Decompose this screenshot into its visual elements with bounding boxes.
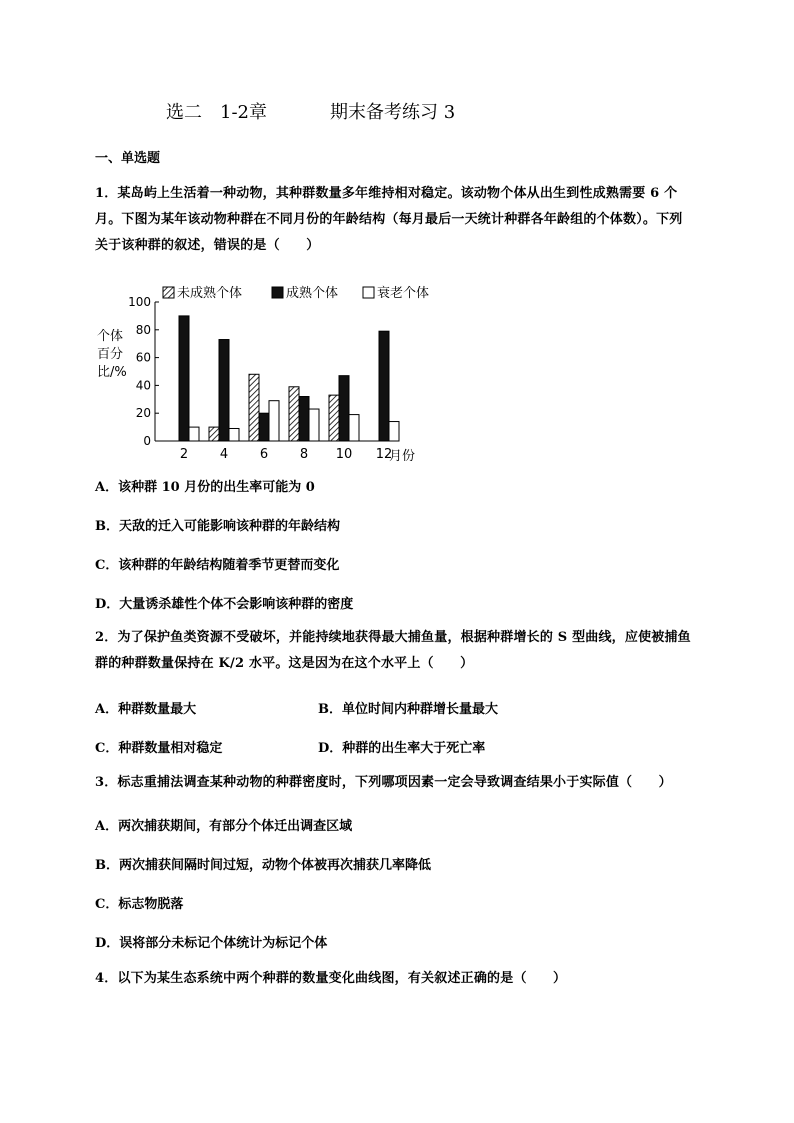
question-1-line-2: 月。下图为某年该动物种群在不同月份的年龄结构（每月最后一天统计种群各年龄组的个体数）。下列	[95, 212, 683, 227]
x-tick-label-4: 4	[219, 447, 229, 462]
question-1-line-3: 关于该种群的叙述，错误的是（ ）	[95, 238, 320, 253]
y-axis-label-line-0: 个体	[97, 329, 124, 344]
legend-label-0: 未成熟个体	[177, 286, 243, 301]
bar-6-2	[269, 401, 279, 441]
x-axis	[155, 441, 415, 464]
question-3-line-1: 3．标志重捕法调查某种动物的种群密度时，下列哪项因素一定会导致调查结果小于实际值（ ）	[95, 775, 672, 790]
question-2-text	[95, 625, 691, 677]
legend-swatch-2	[363, 287, 374, 298]
bar-2-2	[189, 427, 199, 441]
x-axis-label: 月份	[389, 449, 416, 464]
y-tick-label-4: 80	[135, 322, 151, 337]
legend-label-1: 成熟个体	[286, 286, 339, 301]
y-axis	[128, 295, 159, 448]
y-tick-label-2: 40	[135, 378, 151, 393]
age-structure-bar-chart	[95, 280, 435, 470]
question-2-line-1: 2．为了保护鱼类资源不受破坏，并能持续地获得最大捕鱼量，根据种群增长的 S 型曲线，应使被捕鱼	[95, 630, 691, 645]
page-title-exam: 期末备考练习 3	[330, 102, 456, 123]
q1-option-b: B．天敌的迁入可能影响该种群的年龄结构	[95, 519, 340, 534]
section-title: 一、单选题	[95, 151, 161, 166]
chart-legend	[163, 285, 429, 301]
page-title-course: 选二 1-2章	[166, 102, 267, 123]
bar-10-2	[349, 415, 359, 441]
q1-option-d: D．大量诱杀雄性个体不会影响该种群的密度	[95, 597, 354, 612]
legend-swatch-1	[272, 287, 283, 298]
y-axis-label-line-2: 比/%	[97, 365, 127, 380]
x-tick-label-10: 10	[335, 447, 353, 462]
legend-swatch-0	[163, 287, 174, 298]
x-tick-label-2: 2	[179, 447, 189, 462]
y-tick-label-1: 20	[135, 406, 151, 421]
question-1-line-1: 1．某岛屿上生活着一种动物，其种群数量多年维持相对稳定。该动物个体从出生到性成熟需要 6 个	[95, 186, 678, 201]
bars	[179, 316, 399, 441]
bar-8-0	[289, 387, 299, 441]
x-tick-label-6: 6	[259, 447, 269, 462]
question-4-line-1: 4．以下为某生态系统中两个种群的数量变化曲线图，有关叙述正确的是（ ）	[95, 971, 567, 986]
q3-option-a: A．两次捕获期间，有部分个体迁出调查区域	[95, 819, 353, 834]
y-axis-label-line-1: 百分	[97, 347, 124, 362]
legend-label-2: 衰老个体	[377, 286, 430, 301]
bar-4-0	[209, 427, 219, 441]
bar-6-0	[249, 374, 259, 441]
y-tick-label-5: 100	[128, 295, 151, 309]
bar-2-1	[179, 316, 189, 441]
q2-option-d: D．种群的出生率大于死亡率	[318, 741, 486, 756]
bar-12-2	[389, 422, 399, 441]
bar-4-1	[219, 340, 229, 441]
q3-option-c: C．标志物脱落	[95, 897, 184, 912]
bar-8-1	[299, 397, 309, 441]
question-1-text	[95, 181, 683, 259]
bar-8-2	[309, 409, 319, 441]
bar-12-1	[379, 331, 389, 441]
q3-option-b: B．两次捕获间隔时间过短，动物个体被再次捕获几率降低	[95, 858, 431, 873]
y-tick-label-0: 0	[143, 434, 151, 448]
q2-option-b: B．单位时间内种群增长量最大	[318, 702, 498, 717]
q1-option-a: A．该种群 10 月份的出生率可能为 0	[95, 480, 315, 495]
q1-option-c: C．该种群的年龄结构随着季节更替而变化	[95, 558, 340, 573]
question-4-text	[95, 966, 566, 992]
bar-10-0	[329, 395, 339, 441]
q2-option-a: A．种群数量最大	[95, 702, 197, 717]
x-tick-label-12: 12	[375, 447, 393, 462]
bar-6-1	[259, 413, 269, 441]
x-tick-label-8: 8	[299, 447, 309, 462]
q3-option-d: D．误将部分未标记个体统计为标记个体	[95, 936, 328, 951]
y-axis-label	[97, 328, 127, 380]
bar-10-1	[339, 376, 349, 441]
bar-4-2	[229, 428, 239, 441]
y-tick-label-3: 60	[135, 350, 151, 365]
q2-option-c: C．种群数量相对稳定	[95, 741, 223, 756]
question-2-line-2: 群的种群数量保持在 K/2 水平。这是因为在这个水平上（ ）	[95, 656, 474, 671]
question-3-text	[95, 770, 672, 796]
